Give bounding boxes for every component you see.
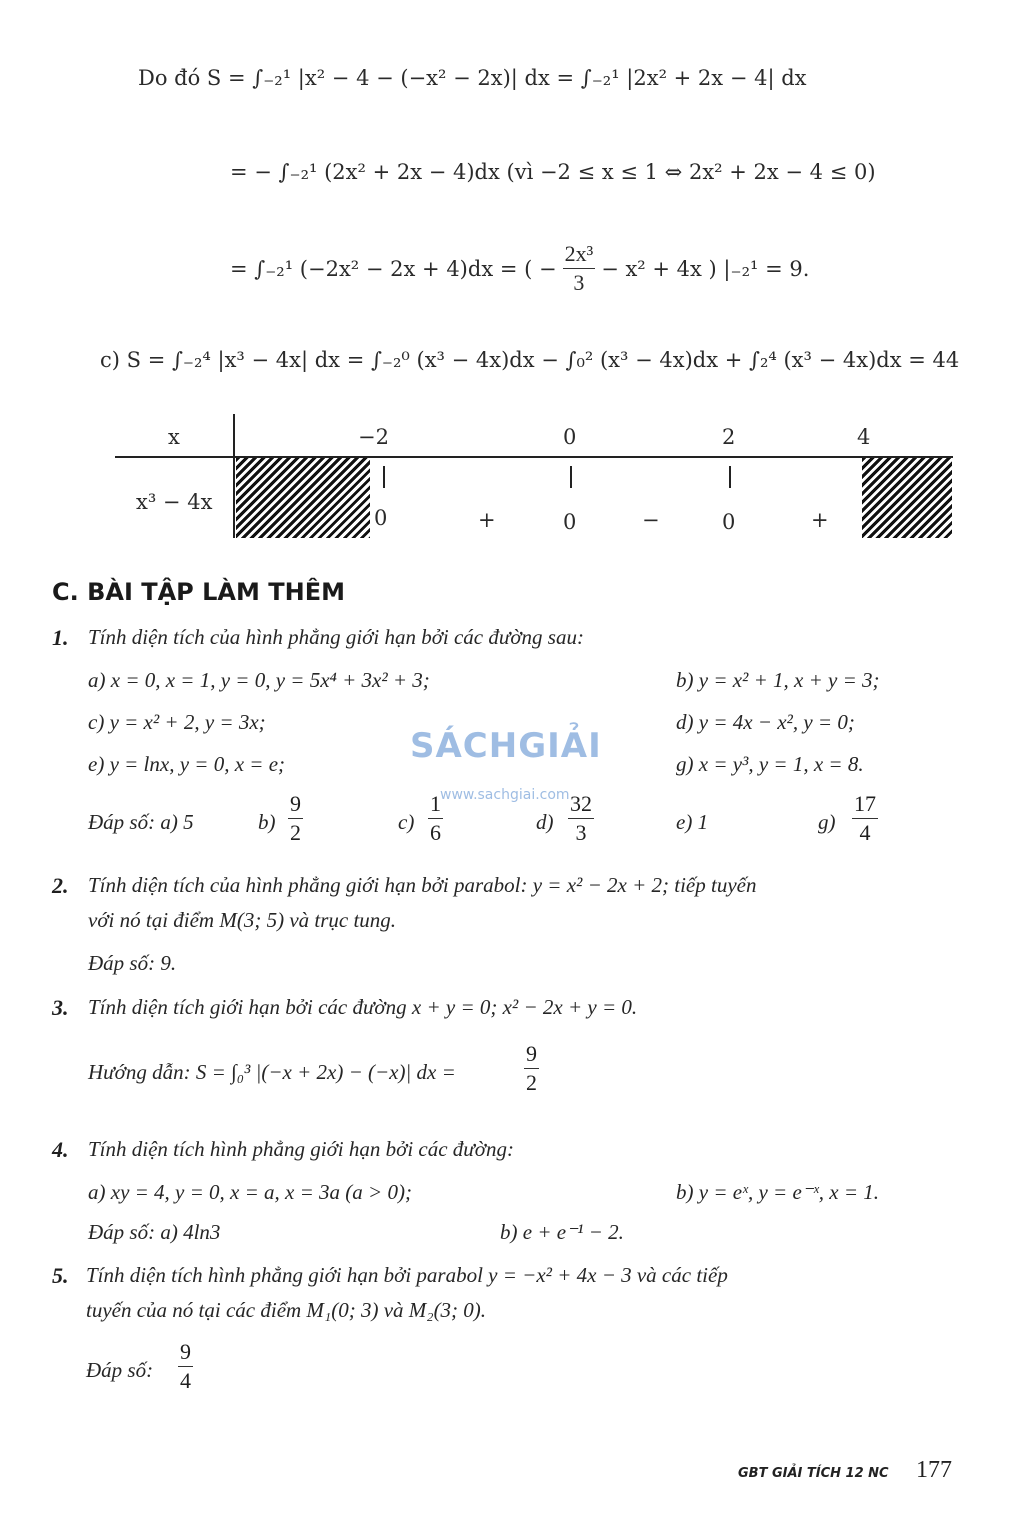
solution-part-c: c) S = ∫₋₂⁴ |x³ − 4x| dx = ∫₋₂⁰ (x³ − 4x)dx − ∫₀² (x³ − 4x)dx + ∫₂⁴ (x³ − 4x)dx = 44 <box>100 348 960 372</box>
fraction-numerator: 9 <box>524 1040 539 1069</box>
exercise-2-text-2: với nó tại điểm M(3; 5) và trục tung. <box>88 908 397 932</box>
table-x-value: 4 <box>857 425 871 449</box>
watermark-brand: SÁCHGIẢI <box>410 726 602 766</box>
exercise-4-answer-a: Đáp số: a) 4ln3 <box>88 1220 221 1244</box>
exercise-4-text: Tính diện tích hình phẳng giới hạn bởi các đường: <box>88 1137 514 1161</box>
exercise-2-answer: Đáp số: 9. <box>88 951 177 975</box>
fraction-denominator: 3 <box>573 270 585 295</box>
exercise-1-answer-g-label: g) <box>818 810 836 834</box>
solution-line-3-left: = ∫₋₂¹ (−2x² − 2x + 4)dx = ( − <box>230 256 557 281</box>
exercise-1-d: d) y = 4x − x², y = 0; <box>676 710 855 734</box>
exercise-1-answer-d <box>568 790 594 847</box>
exercise-3-hint-fraction <box>524 1040 539 1097</box>
fraction-denominator: 4 <box>180 1368 191 1393</box>
fraction-denominator: 2 <box>290 820 301 845</box>
exercise-5-answer-label: Đáp số: <box>86 1358 154 1382</box>
table-row-label-f: x³ − 4x <box>136 490 213 514</box>
exercise-1-g: g) x = y³, y = 1, x = 8. <box>676 752 864 776</box>
table-sign: − <box>642 508 660 532</box>
exercise-4-b: b) y = eˣ, y = e⁻ˣ, x = 1. <box>676 1180 880 1204</box>
exercise-1-e: e) y = lnx, y = 0, x = e; <box>88 752 286 776</box>
table-row-label-x: x <box>168 425 180 449</box>
fraction-denominator: 3 <box>575 820 587 845</box>
table-sign: 0 <box>563 510 577 534</box>
table-sign: + <box>811 508 829 532</box>
table-sign: + <box>478 508 496 532</box>
exercise-5-answer-fraction <box>178 1338 193 1395</box>
exercise-1-b: b) y = x² + 1, x + y = 3; <box>676 668 880 692</box>
solution-line-2: = − ∫₋₂¹ (2x² + 2x − 4)dx (vì −2 ≤ x ≤ 1 ⇔ 2x² + 2x − 4 ≤ 0) <box>230 160 876 184</box>
exercise-2-text-1: Tính diện tích của hình phẳng giới hạn bởi parabol: y = x² − 2x + 2; tiếp tuyến <box>88 873 757 897</box>
exercise-3-number: 3. <box>52 995 69 1020</box>
exercise-1-answer-c-label: c) <box>398 810 415 834</box>
fraction-numerator: 9 <box>288 790 303 819</box>
exercise-1-text: Tính diện tích của hình phẳng giới hạn bởi các đường sau: <box>88 625 584 649</box>
exercise-4-a: a) xy = 4, y = 0, x = a, x = 3a (a > 0); <box>88 1180 412 1204</box>
fraction-numerator: 1 <box>428 790 443 819</box>
exercise-3-text: Tính diện tích giới hạn bởi các đường x + y = 0; x² − 2x + y = 0. <box>88 995 638 1019</box>
exercise-5-text-2: tuyến của nó tại các điểm M₁(0; 3) và M₂(3; 0). <box>86 1298 487 1322</box>
table-tick <box>729 466 731 488</box>
footer-book-title: GBT GIẢI TÍCH 12 NC <box>738 1466 889 1481</box>
table-tick <box>383 466 385 488</box>
exercise-1-answer-d-label: d) <box>536 810 554 834</box>
table-sign: 0 <box>722 510 736 534</box>
exercise-1-answer-label: Đáp số: a) 5 <box>88 810 194 834</box>
exercise-3-hint: Hướng dẫn: S = ∫₀³ |(−x + 2x) − (−x)| dx = <box>88 1060 456 1084</box>
table-vertical-line <box>233 414 235 538</box>
fraction-numerator: 32 <box>568 790 594 819</box>
watermark-url: www.sachgiai.com <box>440 787 570 803</box>
table-sign: 0 <box>374 506 388 530</box>
table-x-value: −2 <box>358 425 389 449</box>
exercise-1-answer-b <box>288 790 303 847</box>
exercise-4-answer-b: b) e + e⁻¹ − 2. <box>500 1220 624 1244</box>
fraction-numerator: 9 <box>178 1338 193 1367</box>
fraction-numerator: 2x³ <box>563 240 596 269</box>
exercise-4-number: 4. <box>52 1137 69 1162</box>
exercise-1-answer-e: e) 1 <box>676 810 709 834</box>
fraction-denominator: 2 <box>526 1070 537 1095</box>
section-title: C. BÀI TẬP LÀM THÊM <box>52 578 345 606</box>
exercise-1-c: c) y = x² + 2, y = 3x; <box>88 710 266 734</box>
fraction-denominator: 6 <box>430 820 441 845</box>
fraction-numerator: 17 <box>852 790 878 819</box>
solution-line-3-right: − x² + 4x ) |₋₂¹ = 9. <box>601 256 810 281</box>
fraction-denominator: 4 <box>859 820 871 845</box>
solution-line-1: Do đó S = ∫₋₂¹ |x² − 4 − (−x² − 2x)| dx = ∫₋₂¹ |2x² + 2x − 4| dx <box>138 66 807 90</box>
exercise-2-number: 2. <box>52 873 69 898</box>
solution-line-3 <box>230 240 809 297</box>
exercise-5-number: 5. <box>52 1263 69 1288</box>
solution-line-3-fraction <box>563 240 596 297</box>
table-hatched-region-right <box>862 458 952 538</box>
exercise-1-a: a) x = 0, x = 1, y = 0, y = 5x⁴ + 3x² + 3; <box>88 668 430 692</box>
table-x-value: 2 <box>722 425 736 449</box>
exercise-5-text-1: Tính diện tích hình phẳng giới hạn bởi parabol y = −x² + 4x − 3 và các tiếp <box>86 1263 728 1287</box>
page-number: 177 <box>916 1457 952 1483</box>
exercise-1-number: 1. <box>52 625 69 650</box>
exercise-1-answer-g <box>852 790 878 847</box>
exercise-1-answer-b-label: b) <box>258 810 276 834</box>
table-hatched-region-left <box>236 458 370 538</box>
table-tick <box>570 466 572 488</box>
table-x-value: 0 <box>563 425 577 449</box>
